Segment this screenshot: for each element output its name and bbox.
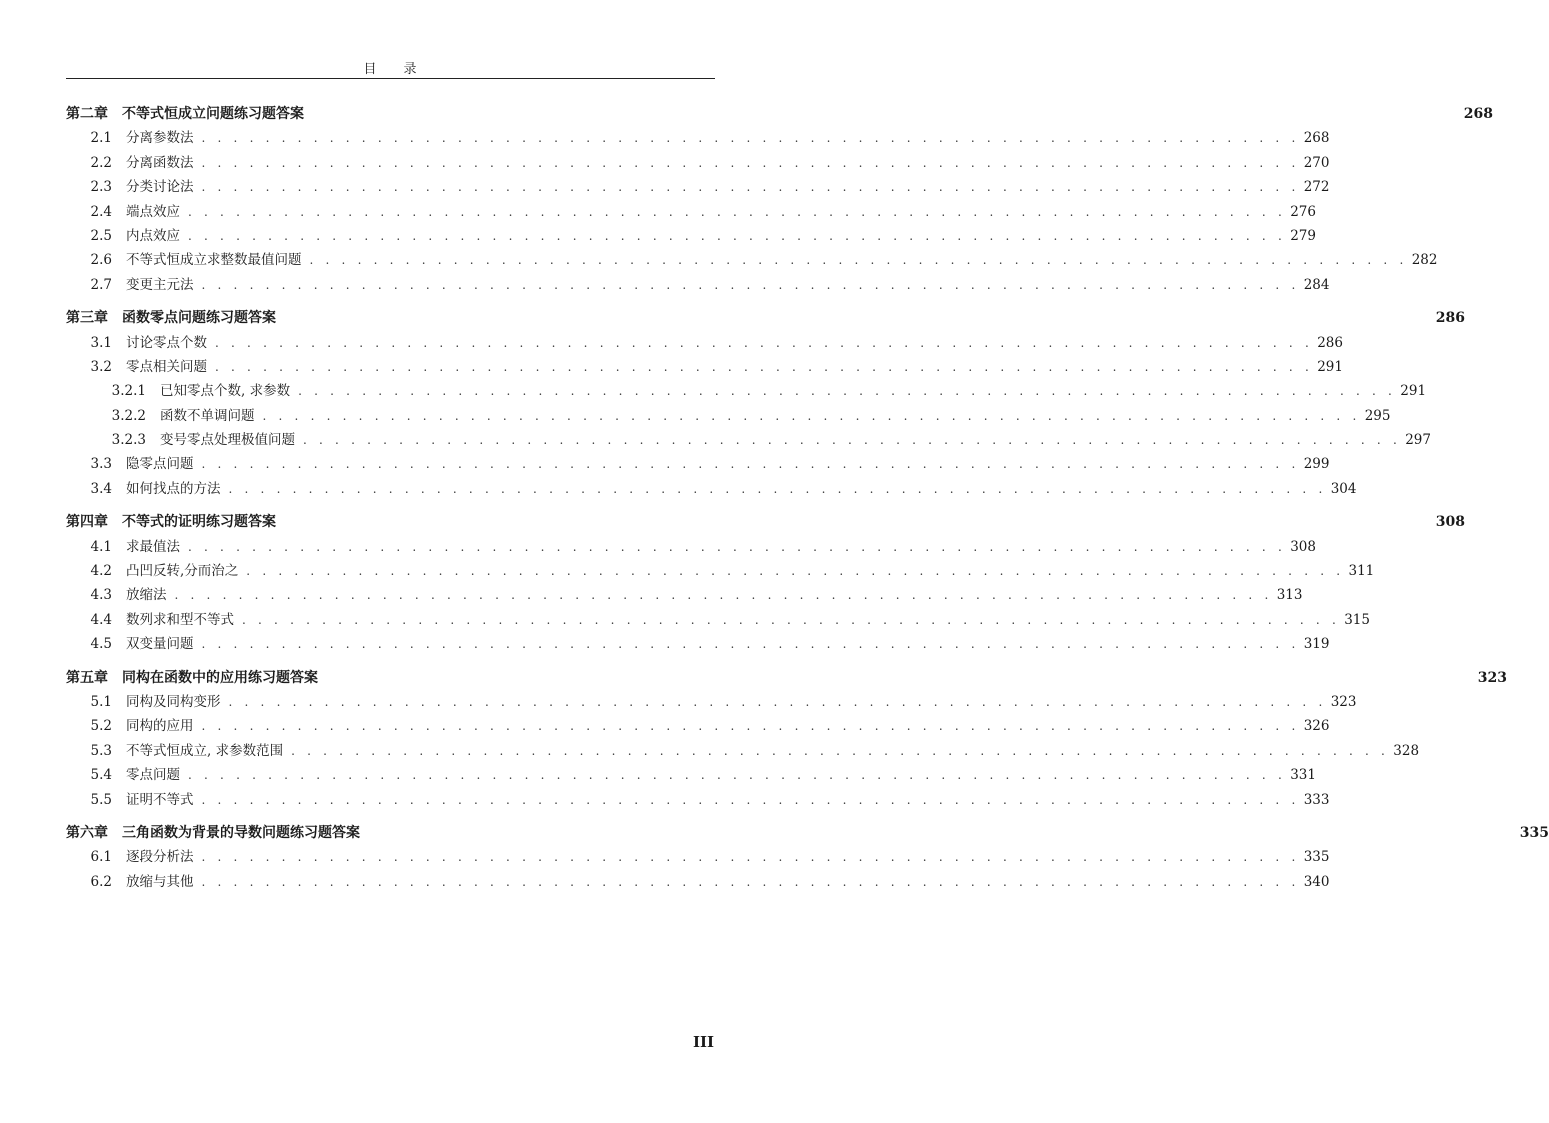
chapter-entry-page: 335 (1519, 824, 1549, 841)
chapter-entry[interactable] (66, 666, 1507, 690)
section-entry-number: 5.4 (90, 767, 112, 784)
section-entry-number: 2.4 (90, 203, 112, 220)
section-entry[interactable] (66, 632, 1330, 656)
chapter-entry-page: 286 (1435, 310, 1465, 327)
section-entry[interactable] (66, 248, 1438, 272)
chapter-entry-number: 第五章 (66, 669, 108, 686)
section-entry-number: 2.5 (90, 227, 112, 244)
section-entry[interactable] (66, 151, 1330, 175)
subsection-entry-page: 295 (1364, 407, 1391, 424)
page-number: III (692, 1033, 714, 1051)
dot-leader: . . . . . . . . . . . . . . . . . . . . . . . . . . . . . . . . . . . . . . . . . . . . . . . . . . . . . . . . . . . . . . . . . . . . . (201, 277, 1300, 292)
section-entry[interactable] (66, 175, 1330, 199)
chapter-block (66, 510, 1465, 656)
subsection-entry-page: 291 (1400, 383, 1427, 400)
section-entry-title: 不等式恒成立求整数最值问题 (126, 252, 302, 269)
dot-leader: . . . . . . . . . . . . . . . . . . . . . . . . . . . . . . . . . . . . . . . . . . . . . . . . . . . . . . . . . . . . . . . . . . . . . (298, 384, 1397, 399)
section-entry[interactable] (66, 535, 1316, 559)
chapter-entry-title: 不等式的证明练习题答案 (122, 514, 276, 531)
section-entry-title: 逐段分析法 (126, 849, 194, 866)
dot-leader: . . . . . . . . . . . . . . . . . . . . . . . . . . . . . . . . . . . . . . . . . . . . . . . . . . . . . . . . . . . . . . . . . . . . . (201, 155, 1300, 170)
section-entry-page: 279 (1290, 227, 1316, 244)
chapter-entry-number: 第四章 (66, 514, 108, 531)
dot-leader: . . . . . . . . . . . . . . . . . . . . . . . . . . . . . . . . . . . . . . . . . . . . . . . . . . . . . . . . . . . . . . . . . . . . . (262, 408, 1361, 423)
section-entry-title: 内点效应 (126, 227, 180, 244)
section-entry[interactable] (66, 224, 1316, 248)
section-entry-page: 333 (1303, 791, 1330, 808)
section-entry[interactable] (66, 331, 1343, 355)
chapter-entry-title: 同构在函数中的应用练习题答案 (122, 669, 318, 686)
section-entry-number: 5.2 (90, 718, 112, 735)
section-entry-page: 291 (1317, 358, 1343, 375)
chapter-block (66, 102, 1493, 297)
section-entry[interactable] (66, 200, 1316, 224)
dot-leader: . . . . . . . . . . . . . . . . . . . . . . . . . . . . . . . . . . . . . . . . . . . . . . . . . . . . . . . . . . . . . . . . . . . . . (188, 768, 1286, 783)
section-entry-page: 319 (1303, 636, 1330, 653)
section-entry-number: 2.2 (90, 154, 112, 171)
section-entry[interactable] (66, 273, 1330, 297)
section-entry-number: 5.1 (90, 693, 112, 710)
running-head (66, 58, 715, 77)
section-entry-page: 323 (1330, 693, 1357, 710)
chapter-entry-title: 不等式恒成立问题练习题答案 (122, 106, 304, 122)
section-entry-page: 313 (1276, 587, 1303, 604)
section-entry[interactable] (66, 788, 1330, 812)
subsection-entry[interactable] (66, 379, 1427, 403)
subsection-entry-number: 3.2.2 (111, 407, 146, 424)
running-head-right: 录 (403, 62, 418, 77)
chapter-entry-page: 308 (1435, 514, 1465, 531)
section-entry[interactable] (66, 739, 1420, 763)
section-entry-number: 3.1 (90, 334, 112, 351)
dot-leader: . . . . . . . . . . . . . . . . . . . . . . . . . . . . . . . . . . . . . . . . . . . . . . . . . . . . . . . . . . . . . . . . . . . . . (201, 637, 1300, 652)
dot-leader: . . . . . . . . . . . . . . . . . . . . . . . . . . . . . . . . . . . . . . . . . . . . . . . . . . . . . . . . . . . . . . . . . . . . . (201, 457, 1300, 472)
section-entry-page: 311 (1348, 563, 1375, 580)
section-entry[interactable] (66, 355, 1343, 379)
section-entry[interactable] (66, 690, 1357, 714)
subsection-entry-number: 3.2.3 (111, 432, 146, 449)
subsection-entry-title: 变号零点处理极值问题 (160, 432, 295, 449)
section-entry-title: 零点问题 (126, 767, 180, 784)
section-entry-page: 270 (1303, 154, 1330, 171)
section-entry-page: 315 (1344, 611, 1370, 628)
section-entry-title: 证明不等式 (126, 791, 194, 808)
chapter-entry[interactable] (66, 102, 1493, 126)
section-entry[interactable] (66, 714, 1330, 738)
section-entry-number: 2.3 (90, 179, 112, 196)
dot-leader: . . . . . . . . . . . . . . . . . . . . . . . . . . . . . . . . . . . . . . . . . . . . . . . . . . . . . . . . . . . . . . . . . . . . . (201, 792, 1300, 807)
section-entry-title: 双变量问题 (126, 636, 194, 653)
dot-leader: . . . . . . . . . . . . . . . . . . . . . . . . . . . . . . . . . . . . . . . . . . . . . . . . . . . . . . . . . . . . . . . . . . . . . (201, 850, 1300, 865)
dot-leader: . . . . . . . . . . . . . . . . . . . . . . . . . . . . . . . . . . . . . . . . . . . . . . . . . . . . . . . . . . . . . . . . . . . . . (188, 204, 1286, 219)
chapter-entry-page: 268 (1463, 106, 1493, 122)
section-entry[interactable] (66, 559, 1375, 583)
subsection-entry-number: 3.2.1 (111, 383, 146, 400)
section-entry-number: 4.1 (90, 538, 112, 555)
section-entry-title: 放缩与其他 (126, 873, 194, 890)
subsection-entry[interactable] (66, 404, 1391, 428)
section-entry-page: 328 (1393, 742, 1420, 759)
section-entry-number: 2.6 (90, 252, 112, 269)
section-entry-number: 5.5 (90, 791, 112, 808)
chapter-entry-number: 第三章 (66, 310, 108, 327)
dot-leader: . . . . . . . . . . . . . . . . . . . . . . . . . . . . . . . . . . . . . . . . . . . . . . . . . . . . . . . . . . . . . . . . . . . . . (215, 359, 1313, 374)
section-entry-page: 308 (1290, 538, 1316, 555)
section-entry-page: 326 (1303, 718, 1330, 735)
section-entry-number: 3.4 (90, 480, 112, 497)
section-entry-number: 4.4 (90, 611, 112, 628)
section-entry-title: 隐零点问题 (126, 456, 194, 473)
subsection-entry-title: 函数不单调问题 (160, 407, 255, 424)
chapter-entry[interactable] (66, 821, 1549, 845)
section-entry[interactable] (66, 477, 1357, 501)
dot-leader: . . . . . . . . . . . . . . . . . . . . . . . . . . . . . . . . . . . . . . . . . . . . . . . . . . . . . . . . . . . . . . . . . . . . . (174, 588, 1273, 603)
chapter-block (66, 821, 1549, 894)
section-entry-number: 6.1 (90, 849, 112, 866)
section-entry-page: 331 (1290, 767, 1316, 784)
dot-leader: . . . . . . . . . . . . . . . . . . . . . . . . . . . . . . . . . . . . . . . . . . . . . . . . . . . . . . . . . . . . . . . . . . . . . (303, 433, 1401, 448)
chapter-entry-number: 第六章 (66, 824, 108, 841)
section-entry-number: 3.3 (90, 456, 112, 473)
section-entry-page: 299 (1303, 456, 1330, 473)
section-entry[interactable] (66, 126, 1330, 150)
subsection-entry-title: 已知零点个数, 求参数 (160, 383, 291, 400)
dot-leader: . . . . . . . . . . . . . . . . . . . . . . . . . . . . . . . . . . . . . . . . . . . . . . . . . . . . . . . . . . . . . . . . . . . . . (201, 131, 1300, 146)
section-entry-page: 340 (1303, 873, 1330, 890)
section-entry-title: 如何找点的方法 (126, 480, 221, 497)
section-entry-title: 分类讨论法 (126, 179, 194, 196)
section-entry[interactable] (66, 763, 1316, 787)
table-of-contents (66, 102, 1549, 903)
section-entry-number: 6.2 (90, 873, 112, 890)
section-entry-page: 282 (1411, 252, 1438, 269)
section-entry-number: 3.2 (90, 358, 112, 375)
chapter-entry-number: 第二章 (66, 106, 108, 122)
chapter-entry[interactable] (66, 510, 1465, 534)
section-entry-page: 284 (1303, 276, 1330, 293)
section-entry-title: 分离参数法 (126, 130, 194, 147)
section-entry-number: 4.2 (90, 563, 112, 580)
dot-leader: . . . . . . . . . . . . . . . . . . . . . . . . . . . . . . . . . . . . . . . . . . . . . . . . . . . . . . . . . . . . . . . . . . . . . (215, 335, 1313, 350)
section-entry[interactable] (66, 583, 1303, 607)
section-entry-page: 286 (1317, 334, 1343, 351)
section-entry-title: 变更主元法 (126, 276, 194, 293)
section-entry-title: 分离函数法 (126, 154, 194, 171)
section-entry-page: 276 (1290, 203, 1316, 220)
section-entry[interactable] (66, 870, 1330, 894)
section-entry-title: 零点相关问题 (126, 358, 207, 375)
running-head-left: 目 (363, 62, 378, 77)
dot-leader: . . . . . . . . . . . . . . . . . . . . . . . . . . . . . . . . . . . . . . . . . . . . . . . . . . . . . . . . . . . . . . . . . . . . . (201, 719, 1300, 734)
section-entry-title: 放缩法 (126, 587, 167, 604)
dot-leader: . . . . . . . . . . . . . . . . . . . . . . . . . . . . . . . . . . . . . . . . . . . . . . . . . . . . . . . . . . . . . . . . . . . . . (228, 694, 1327, 709)
section-entry-title: 求最值法 (126, 538, 180, 555)
dot-leader: . . . . . . . . . . . . . . . . . . . . . . . . . . . . . . . . . . . . . . . . . . . . . . . . . . . . . . . . . . . . . . . . . . . . . (201, 180, 1300, 195)
subsection-entry-page: 297 (1405, 432, 1431, 449)
dot-leader: . . . . . . . . . . . . . . . . . . . . . . . . . . . . . . . . . . . . . . . . . . . . . . . . . . . . . . . . . . . . . . . . . . . . . (291, 743, 1390, 758)
section-entry-number: 2.1 (90, 130, 112, 147)
section-entry-page: 272 (1303, 179, 1330, 196)
section-entry[interactable] (66, 845, 1330, 869)
dot-leader: . . . . . . . . . . . . . . . . . . . . . . . . . . . . . . . . . . . . . . . . . . . . . . . . . . . . . . . . . . . . . . . . . . . . . (188, 228, 1286, 243)
dot-leader: . . . . . . . . . . . . . . . . . . . . . . . . . . . . . . . . . . . . . . . . . . . . . . . . . . . . . . . . . . . . . . . . . . . . . (201, 874, 1300, 889)
chapter-entry-title: 三角函数为背景的导数问题练习题答案 (122, 824, 360, 841)
section-entry-title: 凸凹反转,分而治之 (126, 563, 239, 580)
dot-leader: . . . . . . . . . . . . . . . . . . . . . . . . . . . . . . . . . . . . . . . . . . . . . . . . . . . . . . . . . . . . . . . . . . . . . (246, 564, 1345, 579)
section-entry-title: 同构及同构变形 (126, 693, 221, 710)
section-entry-page: 268 (1303, 130, 1330, 147)
section-entry[interactable] (66, 608, 1370, 632)
section-entry-page: 304 (1330, 480, 1357, 497)
section-entry-number: 2.7 (90, 276, 112, 293)
section-entry-title: 讨论零点个数 (126, 334, 207, 351)
section-entry[interactable] (66, 452, 1330, 476)
section-entry-title: 端点效应 (126, 203, 180, 220)
dot-leader: . . . . . . . . . . . . . . . . . . . . . . . . . . . . . . . . . . . . . . . . . . . . . . . . . . . . . . . . . . . . . . . . . . . . . (309, 253, 1408, 268)
section-entry-number: 5.3 (90, 742, 112, 759)
chapter-entry[interactable] (66, 306, 1465, 330)
chapter-entry-page: 323 (1477, 669, 1507, 686)
section-entry-title: 同构的应用 (126, 718, 194, 735)
chapter-block (66, 306, 1465, 501)
section-entry-number: 4.3 (90, 587, 112, 604)
dot-leader: . . . . . . . . . . . . . . . . . . . . . . . . . . . . . . . . . . . . . . . . . . . . . . . . . . . . . . . . . . . . . . . . . . . . . (242, 612, 1340, 627)
section-entry-title: 数列求和型不等式 (126, 611, 234, 628)
section-entry-page: 335 (1303, 849, 1330, 866)
chapter-entry-title: 函数零点问题练习题答案 (122, 310, 276, 327)
section-entry-number: 4.5 (90, 636, 112, 653)
section-entry-title: 不等式恒成立, 求参数范围 (126, 742, 284, 759)
dot-leader: . . . . . . . . . . . . . . . . . . . . . . . . . . . . . . . . . . . . . . . . . . . . . . . . . . . . . . . . . . . . . . . . . . . . . (228, 481, 1327, 496)
subsection-entry[interactable] (66, 428, 1431, 452)
chapter-block (66, 666, 1507, 812)
dot-leader: . . . . . . . . . . . . . . . . . . . . . . . . . . . . . . . . . . . . . . . . . . . . . . . . . . . . . . . . . . . . . . . . . . . . . (188, 539, 1286, 554)
header-rule (66, 78, 715, 79)
